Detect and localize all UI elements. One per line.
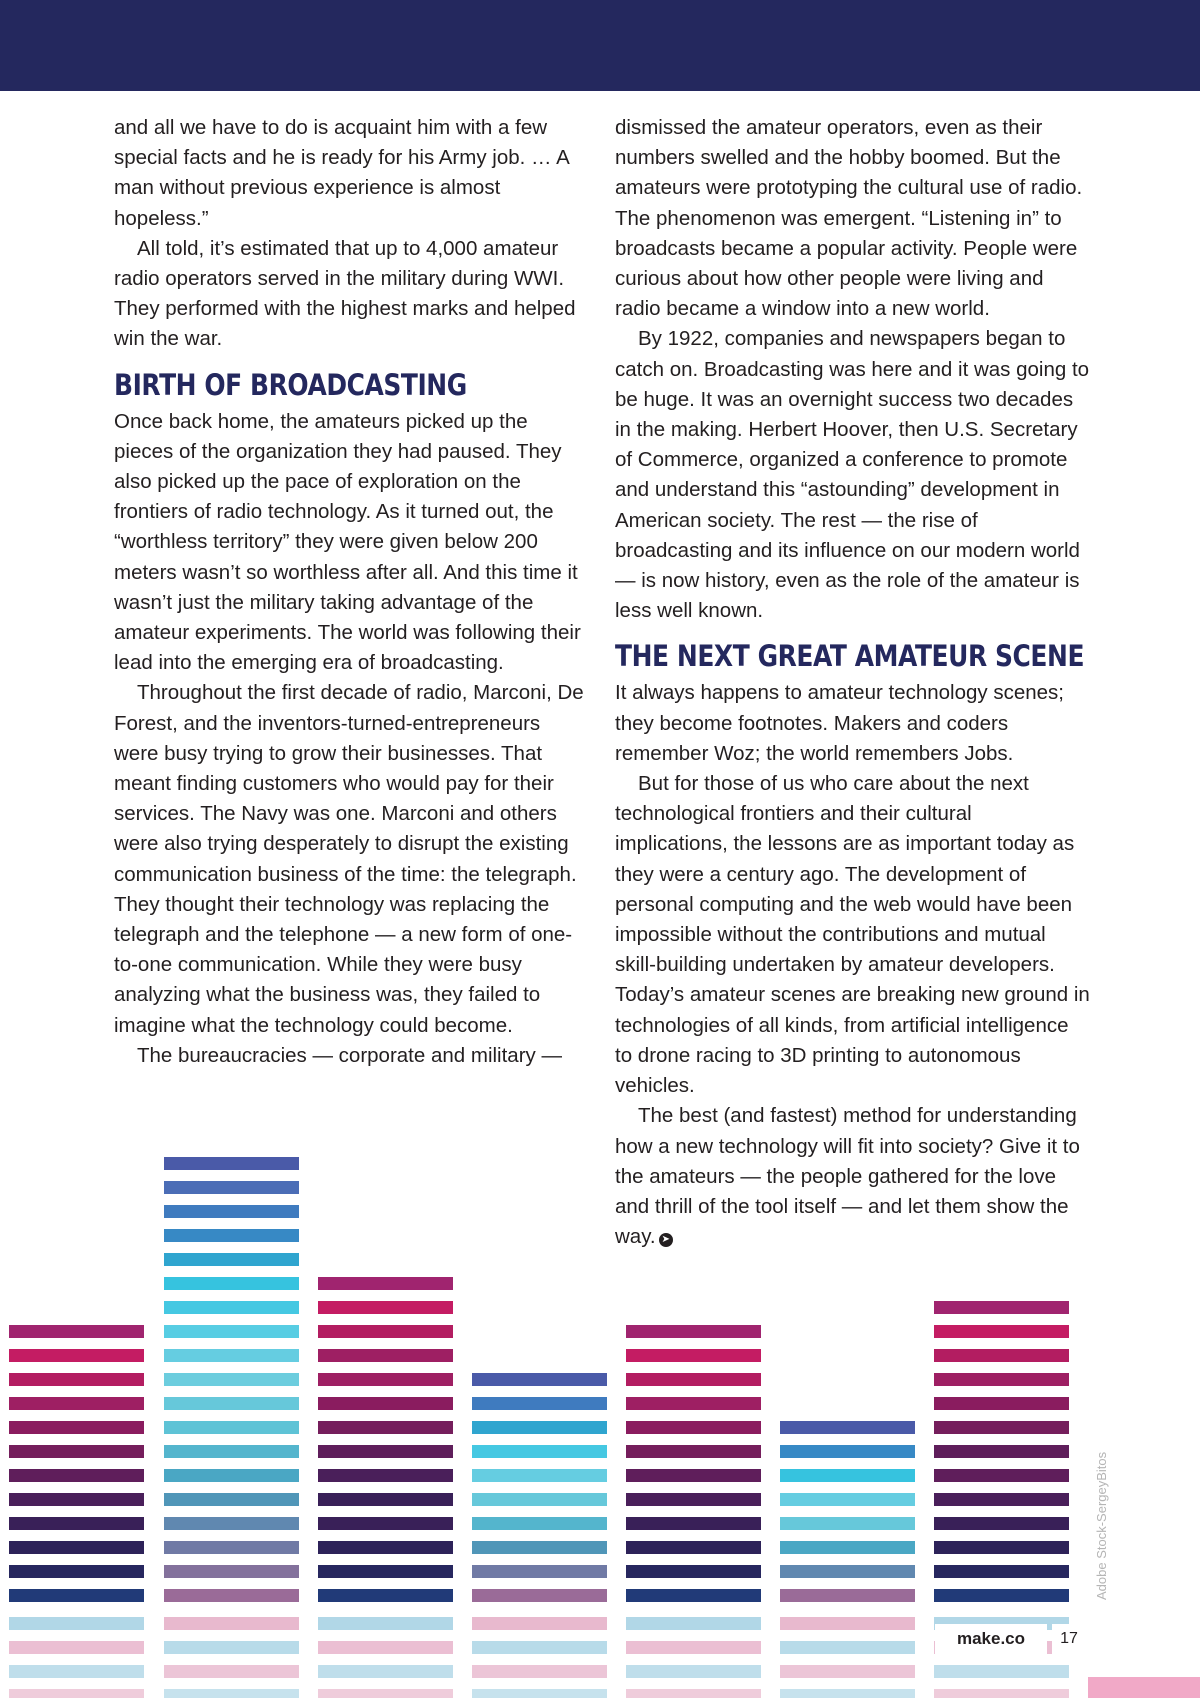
equalizer-segment: [164, 1565, 299, 1578]
equalizer-reflection-segment: [934, 1665, 1069, 1678]
left-paragraph-3: Once back home, the amateurs picked up the pieces of the organization they had paused. They also picked up the pace of exploration on the frontiers of radio technology. As it turned out, the “worthless territory” they were given below 200 meters wasn’t so worthless after all. And this time it wasn’t just the military taking advantage of the amateur experiments. The world was following their lead into the emerging era of broadcasting.: [114, 409, 581, 675]
equalizer-segment: [626, 1493, 761, 1506]
equalizer-segment: [472, 1517, 607, 1530]
equalizer-segment: [318, 1349, 453, 1362]
right-paragraph-3: It always happens to amateur technology scenes; they become footnotes. Makers and coders remember Woz; the world remembers Jobs.: [615, 681, 1064, 765]
equalizer-reflection-segment: [9, 1617, 144, 1630]
equalizer-segment: [164, 1445, 299, 1458]
equalizer-segment: [626, 1517, 761, 1530]
equalizer-reflection-segment: [472, 1665, 607, 1678]
left-paragraph-4: Throughout the first decade of radio, Marconi, De Forest, and the inventors-turned-entrepreneurs were busy trying to grow their businesses. That meant finding customers who would pay for their services. The Navy was one. Marconi and others were also trying desperately to disrupt the existing communication business of the time: the telegraph. They thought their technology was replacing the telegraph and the telephone — a new form of one-to-one communication. While they were busy analyzing what the business was, they failed to imagine what the technology could become.: [114, 681, 584, 1037]
equalizer-reflection-segment: [164, 1689, 299, 1698]
equalizer-segment: [164, 1373, 299, 1386]
equalizer-segment: [472, 1493, 607, 1506]
equalizer-segment: [626, 1397, 761, 1410]
equalizer-segment: [9, 1373, 144, 1386]
equalizer-reflection-segment: [626, 1617, 761, 1630]
equalizer-segment: [164, 1229, 299, 1242]
equalizer-reflection-segment: [472, 1617, 607, 1630]
equalizer-segment: [318, 1589, 453, 1602]
equalizer-segment: [164, 1349, 299, 1362]
equalizer-segment: [934, 1469, 1069, 1482]
equalizer-reflection-segment: [318, 1617, 453, 1630]
equalizer-segment: [318, 1397, 453, 1410]
equalizer-segment: [9, 1421, 144, 1434]
equalizer-segment: [472, 1469, 607, 1482]
equalizer-segment: [9, 1517, 144, 1530]
equalizer-reflection-segment: [780, 1641, 915, 1654]
left-paragraph-2: All told, it’s estimated that up to 4,000 amateur radio operators served in the military during WWI. They performed with the highest marks and helped win the war.: [114, 236, 576, 351]
equalizer-segment: [780, 1517, 915, 1530]
equalizer-segment: [934, 1517, 1069, 1530]
equalizer-segment: [9, 1445, 144, 1458]
left-paragraph-5: The bureaucracies — corporate and military —: [137, 1043, 562, 1067]
equalizer-segment: [318, 1325, 453, 1338]
equalizer-segment: [9, 1541, 144, 1554]
equalizer-reflection-segment: [164, 1665, 299, 1678]
equalizer-reflection-segment: [780, 1689, 915, 1698]
equalizer-segment: [626, 1349, 761, 1362]
photo-credit: Adobe Stock-SergeyBitos: [1094, 1451, 1109, 1600]
equalizer-segment: [934, 1421, 1069, 1434]
equalizer-segment: [472, 1445, 607, 1458]
equalizer-segment: [934, 1349, 1069, 1362]
equalizer-reflection-segment: [780, 1617, 915, 1630]
equalizer-segment: [164, 1301, 299, 1314]
equalizer-segment: [780, 1445, 915, 1458]
equalizer-segment: [164, 1205, 299, 1218]
equalizer-segment: [318, 1541, 453, 1554]
equalizer-reflection-segment: [626, 1665, 761, 1678]
equalizer-reflection-segment: [780, 1665, 915, 1678]
equalizer-segment: [780, 1541, 915, 1554]
equalizer-segment: [164, 1517, 299, 1530]
right-paragraph-4: But for those of us who care about the next technological frontiers and their cultural implications, the lessons are as important today as they were a century ago. The development of personal computing and the web would have been impossible without the contributions and mutual skill-building undertaken by amateur developers. Today’s amateur scenes are breaking new ground in technologies of all kinds, from artificial intelligence to drone racing to 3D printing to autonomous vehicles.: [615, 772, 1090, 1098]
right-paragraph-2: By 1922, companies and newspapers began to catch on. Broadcasting was here and it was going to be huge. It was an overnight success two decades in the making. Herbert Hoover, then U.S. Secretary of Commerce, organized a conference to promote and understand this “astounding” development in American society. The rest — the rise of broadcasting and its influence on our modern world — is now history, even as the role of the amateur is less well known.: [615, 327, 1090, 623]
equalizer-segment: [780, 1469, 915, 1482]
equalizer-segment: [318, 1565, 453, 1578]
equalizer-segment: [934, 1373, 1069, 1386]
equalizer-reflection-segment: [318, 1689, 453, 1698]
equalizer-segment: [934, 1493, 1069, 1506]
equalizer-segment: [164, 1493, 299, 1506]
equalizer-segment: [164, 1541, 299, 1554]
equalizer-segment: [626, 1421, 761, 1434]
equalizer-reflection-segment: [318, 1641, 453, 1654]
equalizer-segment: [164, 1181, 299, 1194]
equalizer-segment: [318, 1469, 453, 1482]
equalizer-segment: [9, 1397, 144, 1410]
equalizer-segment: [164, 1325, 299, 1338]
equalizer-segment: [934, 1565, 1069, 1578]
equalizer-segment: [934, 1541, 1069, 1554]
equalizer-segment: [934, 1445, 1069, 1458]
equalizer-segment: [318, 1493, 453, 1506]
equalizer-segment: [472, 1397, 607, 1410]
equalizer-segment: [9, 1565, 144, 1578]
equalizer-segment: [626, 1541, 761, 1554]
equalizer-segment: [318, 1517, 453, 1530]
equalizer-reflection-segment: [9, 1641, 144, 1654]
equalizer-segment: [780, 1589, 915, 1602]
equalizer-segment: [318, 1301, 453, 1314]
equalizer-segment: [9, 1493, 144, 1506]
equalizer-segment: [780, 1421, 915, 1434]
equalizer-segment: [626, 1445, 761, 1458]
equalizer-segment: [472, 1541, 607, 1554]
equalizer-segment: [472, 1589, 607, 1602]
equalizer-reflection-segment: [164, 1617, 299, 1630]
left-paragraph-1: and all we have to do is acquaint him with a few special facts and he is ready for his Army job. … A man without previous experience is almost hopeless.”: [114, 116, 569, 230]
equalizer-segment: [9, 1349, 144, 1362]
equalizer-segment: [934, 1589, 1069, 1602]
make-co-logo: make.co: [935, 1624, 1047, 1654]
equalizer-segment: [780, 1493, 915, 1506]
equalizer-segment: [9, 1325, 144, 1338]
equalizer-segment: [164, 1589, 299, 1602]
equalizer-segment: [934, 1325, 1069, 1338]
heading-birth-of-broadcasting: BIRTH OF BROADCASTING: [114, 367, 467, 402]
equalizer-reflection-segment: [9, 1665, 144, 1678]
equalizer-segment: [164, 1277, 299, 1290]
equalizer-segment: [472, 1421, 607, 1434]
equalizer-segment: [472, 1373, 607, 1386]
equalizer-segment: [934, 1301, 1069, 1314]
equalizer-reflection-segment: [626, 1689, 761, 1698]
equalizer-segment: [318, 1373, 453, 1386]
heading-next-great-amateur-scene: THE NEXT GREAT AMATEUR SCENE: [615, 639, 1085, 674]
equalizer-reflection-segment: [472, 1641, 607, 1654]
equalizer-segment: [626, 1565, 761, 1578]
equalizer-segment: [780, 1565, 915, 1578]
equalizer-segment: [164, 1421, 299, 1434]
equalizer-segment: [626, 1469, 761, 1482]
equalizer-segment: [164, 1253, 299, 1266]
equalizer-segment: [626, 1373, 761, 1386]
right-paragraph-5-text: The best (and fastest) method for understanding how a new technology will fit into society? Give it to the amateurs — the people gathered for the love and thrill of the tool itself — and let them show the way.: [615, 1104, 1080, 1249]
equalizer-segment: [164, 1157, 299, 1170]
make-end-mark-icon: ➤: [659, 1233, 673, 1247]
equalizer-segment: [472, 1565, 607, 1578]
equalizer-segment: [9, 1589, 144, 1602]
equalizer-segment: [9, 1469, 144, 1482]
page-number: 17: [1052, 1624, 1086, 1654]
equalizer-segment: [626, 1589, 761, 1602]
equalizer-segment: [626, 1325, 761, 1338]
equalizer-reflection-segment: [164, 1641, 299, 1654]
equalizer-reflection-segment: [934, 1689, 1069, 1698]
equalizer-segment: [934, 1397, 1069, 1410]
equalizer-reflection-segment: [318, 1665, 453, 1678]
equalizer-segment: [318, 1445, 453, 1458]
right-paragraph-1: dismissed the amateur operators, even as their numbers swelled and the hobby boomed. But the amateurs were prototyping the cultural use of radio. The phenomenon was emergent. “Listening in” to broadcasts became a popular activity. People were curious about how other people were living and radio became a window into a new world.: [615, 116, 1083, 321]
equalizer-segment: [164, 1469, 299, 1482]
equalizer-segment: [164, 1397, 299, 1410]
equalizer-reflection-segment: [626, 1641, 761, 1654]
equalizer-segment: [318, 1277, 453, 1290]
equalizer-reflection-segment: [9, 1689, 144, 1698]
corner-pink-tab: [1088, 1677, 1200, 1698]
equalizer-reflection-segment: [472, 1689, 607, 1698]
equalizer-segment: [318, 1421, 453, 1434]
